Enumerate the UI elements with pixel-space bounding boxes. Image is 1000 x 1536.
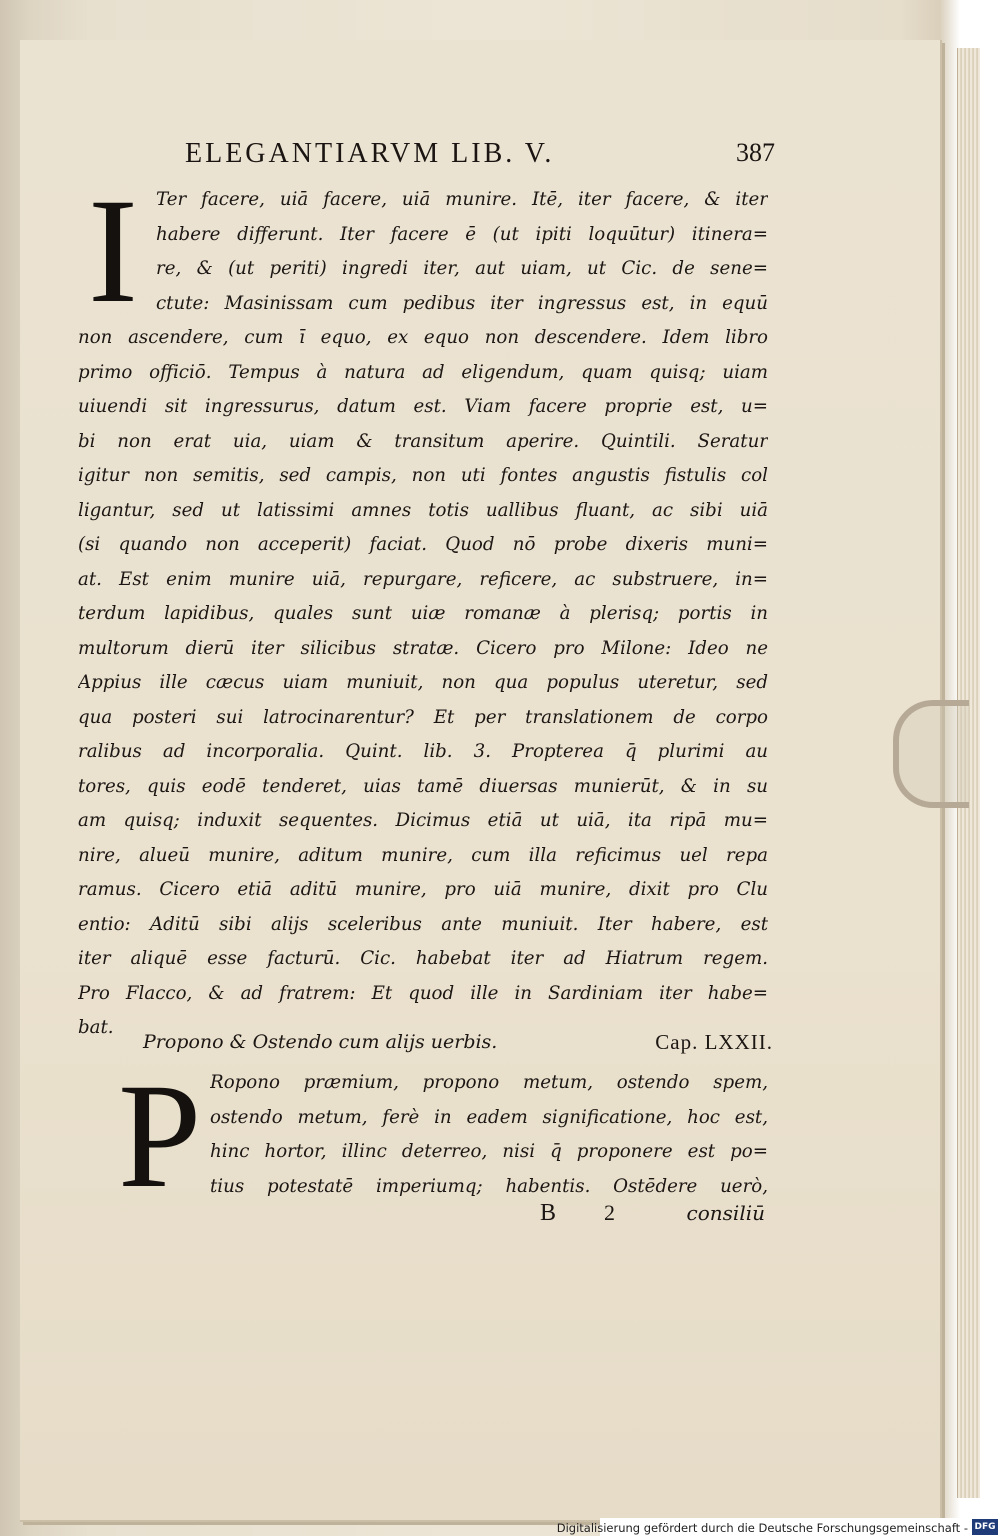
text-line: iter aliquē esse facturū. Cic. habebat iter ad Hiatrum regem. — [78, 948, 768, 969]
footer-credit: Digitalisierung gefördert durch die Deutsche Forschungsgemeinschaft - — [556, 1521, 968, 1535]
book-clip — [893, 700, 969, 808]
text-line: terdum lapidibus, quales sunt uiæ romanæ à plerisq; portis in — [78, 603, 768, 624]
text-line: ramus. Cicero etiā aditū munire, pro uiā munire, dixit pro Clu — [78, 879, 768, 900]
text-line: hinc hortor, illinc deterreo, nisi q̄ proponere est po= — [210, 1141, 768, 1162]
chapter-title: Propono & Ostendo cum alijs uerbis. — [143, 1031, 498, 1053]
dropcap-p: P — [118, 1053, 202, 1219]
text-line: Appius ille cæcus uiam muniuit, non qua populus uteretur, sed — [78, 672, 768, 693]
text-line: tores, quis eodē tenderet, uias tamē diuersas munierūt, & in su — [78, 775, 768, 797]
dfg-logo-icon: DFG — [972, 1519, 998, 1535]
page-header — [185, 138, 775, 172]
text-line: Ter facere, uiā facere, uiā munire. Itē, iter facere, & iter — [156, 189, 768, 210]
signature-number: 2 — [604, 1200, 615, 1225]
chapter-heading — [143, 1024, 773, 1060]
text-line: nire, alueū munire, aditum munire, cum illa reficimus uel repa — [78, 844, 768, 866]
text-line: am quisq; induxit sequentes. Dicimus etiā ut uiā, ita ripā mu= — [78, 810, 768, 831]
text-line: re, & (ut periti) ingredi iter, aut uiam, ut Cic. de sene= — [156, 258, 768, 279]
text-line: uiuendi sit ingressurus, datum est. Viam facere proprie est, u= — [78, 396, 768, 417]
text-line: habere differunt. Iter facere ē (ut ipiti loquūtur) itinera= — [156, 223, 768, 245]
text-line: bi non erat uia, uiam & transitum aperire. Quintili. Seratur — [78, 430, 768, 452]
text-line: qua posteri sui latrocinarentur? Et per translationem de corpo — [78, 706, 768, 728]
text-line: bat. — [78, 1017, 114, 1038]
chapter-number: Cap. LXXII. — [655, 1030, 773, 1054]
text-line: igitur non semitis, sed campis, non uti fontes angustis fistulis col — [78, 465, 768, 486]
text-line: multorum dierū iter silicibus stratæ. Cicero pro Milone: Ideo ne — [78, 637, 768, 659]
folio-number: 387 — [736, 138, 775, 167]
text-line: ctute: Masinissam cum pedibus iter ingressus est, in equū — [156, 292, 768, 314]
dropcap-i: I — [88, 168, 138, 334]
text-line: at. Est enim munire uiā, repurgare, reficere, ac substruere, in= — [78, 568, 768, 590]
text-line: tius potestatē imperiumq; habentis. Ostēdere uerò, — [210, 1175, 768, 1197]
text-line: non ascendere, cum ī equo, ex equo non descendere. Idem libro — [78, 327, 768, 348]
text-line: ostendo metum, ferè in eadem significatione, hoc est, — [210, 1106, 768, 1128]
catchword: consiliū — [686, 1201, 765, 1225]
signature-line — [540, 1196, 765, 1230]
running-head: ELEGANTIARVM LIB. V. — [185, 138, 555, 169]
text-line: ralibus ad incorporalia. Quint. lib. 3. Propterea q̄ plurimi au — [78, 741, 768, 762]
text-line: Pro Flacco, & ad fratrem: Et quod ille in Sardiniam iter habe= — [78, 982, 768, 1004]
signature-mark: B — [540, 1200, 557, 1226]
text-line: Ropono præmium, propono metum, ostendo spem, — [210, 1072, 768, 1093]
text-line: entio: Aditū sibi alijs sceleribus ante muniuit. Iter habere, est — [78, 913, 768, 935]
paragraph-1 — [78, 168, 768, 1046]
text-line: ligantur, sed ut latissimi amnes totis uallibus fluant, ac sibi uiā — [78, 499, 768, 521]
text-line: primo officiō. Tempus à natura ad eligendum, quam quisq; uiam — [78, 361, 768, 383]
text-line: (si quando non acceperit) faciat. Quod nō probe dixeris muni= — [78, 534, 768, 555]
